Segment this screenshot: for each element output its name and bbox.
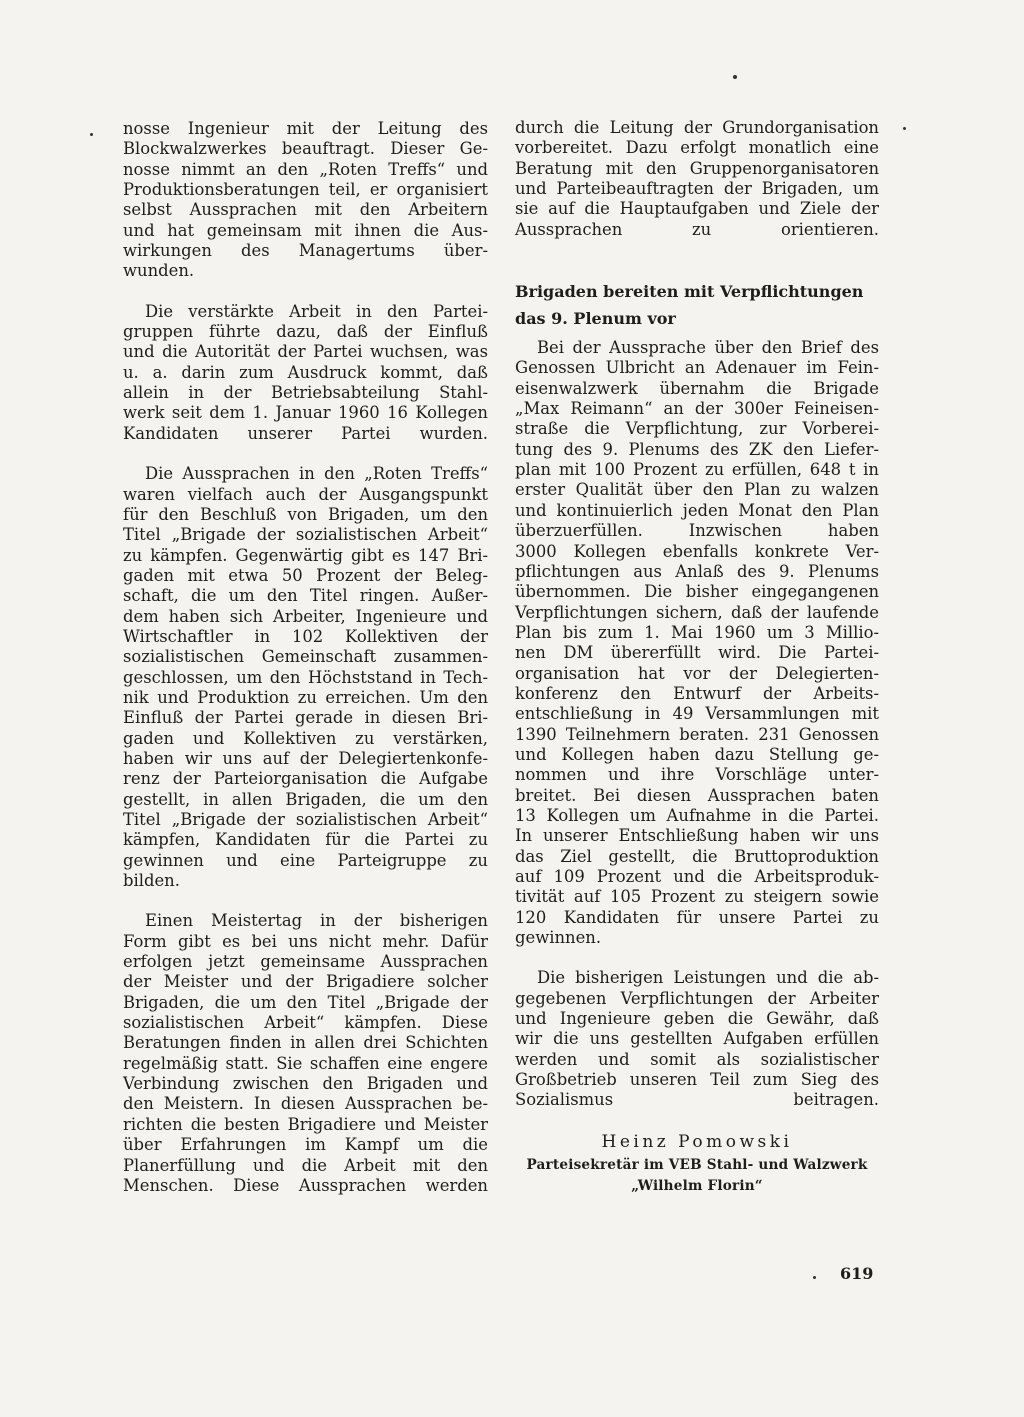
- text-line: Einen Meistertag in der bisherigen: [145, 911, 488, 931]
- signature-block: [515, 1129, 879, 1197]
- text-line: „Max Reimann“ an der 300er Feineisen-: [515, 399, 879, 419]
- text-line: den Meistern. In diesen Aussprachen be-: [123, 1094, 488, 1114]
- text-line: werden und somit als sozialistischer: [515, 1049, 879, 1069]
- text-line: Kandidaten unserer Partei wurden.: [123, 423, 488, 443]
- paragraph-right-3: [515, 968, 879, 1110]
- text-line: schaft, die um den Titel ringen. Außer-: [123, 586, 488, 606]
- text-line: 120 Kandidaten für unsere Partei zu: [515, 907, 879, 927]
- text-line: gegebenen Verpflichtungen der Arbeiter: [515, 988, 879, 1008]
- text-line: 1390 Teilnehmern beraten. 231 Genossen: [515, 724, 879, 744]
- text-line: Die bisherigen Leistungen und die ab-: [537, 968, 879, 988]
- text-line: kämpfen, Kandidaten für die Partei zu: [123, 830, 488, 850]
- text-line: nosse nimmt an den „Roten Treffs“ und: [123, 159, 488, 179]
- print-speck: [90, 133, 93, 136]
- print-speck: [733, 75, 737, 79]
- text-line: gewinnen und eine Parteigruppe zu: [123, 850, 488, 870]
- text-line: Verpflichtungen sichern, daß der laufende: [515, 602, 879, 622]
- text-line: straße die Verpflichtung, zur Vorberei-: [515, 419, 879, 439]
- text-line: bilden.: [123, 871, 180, 891]
- text-line: dem haben sich Arbeiter, Ingenieure und: [123, 606, 488, 626]
- text-line: sozialistischen Gemeinschaft zusammen-: [123, 647, 488, 667]
- text-line: Brigaden, die um den Titel „Brigade der: [123, 992, 488, 1012]
- paragraph-left-4: [123, 911, 488, 1196]
- text-line: und hat gemeinsam mit ihnen die Aus-: [123, 220, 488, 240]
- text-line: waren vielfach auch der Ausgangspunkt: [123, 484, 488, 504]
- text-line: wirkungen des Managertums über-: [123, 241, 488, 261]
- print-speck: [813, 1276, 816, 1279]
- text-line: der Meister und der Brigadiere solcher: [123, 972, 488, 992]
- paragraph-left-1: [123, 119, 488, 282]
- text-line: und Parteibeauftragten der Brigaden, um: [515, 179, 879, 199]
- text-line: über Erfahrungen im Kampf um die: [123, 1135, 488, 1155]
- text-line: wir die uns gestellten Aufgaben erfüllen: [515, 1029, 879, 1049]
- text-line: nommen und ihre Vorschläge unter-: [515, 765, 879, 785]
- text-line: erfolgen jetzt gemeinsame Aussprachen: [123, 952, 488, 972]
- print-speck: [903, 127, 906, 130]
- text-line: nik und Produktion zu erreichen. Um den: [123, 687, 488, 707]
- text-line: durch die Leitung der Grundorganisation: [515, 118, 879, 137]
- text-line: das Ziel gestellt, die Bruttoproduktion: [515, 846, 879, 866]
- text-line: Titel „Brigade der sozialistischen Arbeit“: [123, 525, 488, 545]
- text-line: zu kämpfen. Gegenwärtig gibt es 147 Bri-: [123, 545, 488, 565]
- paragraph-right-1: [515, 118, 879, 240]
- text-line: haben wir uns auf der Delegiertenkonfe-: [123, 748, 488, 768]
- heading-line: Brigaden bereiten mit Verpflichtungen: [515, 282, 864, 302]
- text-line: Titel „Brigade der sozialistischen Arbeit“: [123, 810, 488, 829]
- text-line: Genossen Ulbricht an Adenauer im Fein-: [515, 358, 879, 378]
- text-line: entschließung in 49 Versammlungen mit: [515, 704, 879, 724]
- text-line: und kontinuierlich jeden Monat den Plan: [515, 500, 879, 520]
- text-line: geschlossen, um den Höchststand in Tech-: [123, 667, 488, 687]
- text-line: Verbindung zwischen den Brigaden und: [123, 1074, 488, 1094]
- text-line: eisenwalzwerk übernahm die Brigade: [515, 378, 879, 398]
- text-line: Blockwalzwerkes beauftragt. Dieser Ge-: [123, 139, 488, 159]
- text-line: gruppen führte dazu, daß der Einfluß: [123, 322, 488, 342]
- text-line: tung des 9. Plenums des ZK den Liefer-: [515, 439, 879, 459]
- text-line: Aussprachen zu orientieren.: [515, 219, 879, 239]
- text-line: allein in der Betriebsabteilung Stahl-: [123, 383, 488, 403]
- text-line: tivität auf 105 Prozent zu steigern sowie: [515, 887, 879, 907]
- author-title-line1: Parteisekretär im VEB Stahl- und Walzwerk: [526, 1156, 868, 1173]
- text-line: Planerfüllung und die Arbeit mit den: [123, 1155, 488, 1175]
- page-number: 619: [840, 1264, 874, 1283]
- text-line: Wirtschaftler in 102 Kollektiven der: [123, 626, 488, 646]
- text-line: sie auf die Hauptaufgaben und Ziele der: [515, 199, 879, 219]
- left-column: [123, 119, 488, 1196]
- paragraph-left-3: [123, 464, 488, 891]
- text-line: gaden und Kollektiven zu verstärken,: [123, 728, 488, 748]
- section-heading: [515, 278, 879, 332]
- text-line: und Ingenieure geben die Gewähr, daß: [515, 1009, 879, 1029]
- text-line: gaden mit etwa 50 Prozent der Beleg-: [123, 565, 488, 585]
- text-line: richten die besten Brigadiere und Meister: [123, 1114, 488, 1134]
- text-line: für den Beschluß von Brigaden, um den: [123, 504, 488, 524]
- text-line: 13 Kollegen um Aufnahme in die Partei.: [515, 805, 879, 825]
- text-line: sozialistischen Arbeit“ kämpfen. Diese: [123, 1013, 488, 1033]
- text-line: Produktionsberatungen teil, er organisiert: [123, 180, 488, 200]
- text-line: und die Autorität der Partei wuchsen, was: [123, 342, 488, 362]
- text-line: erster Qualität über den Plan zu walzen: [515, 480, 879, 500]
- text-line: pflichtungen aus Anlaß des 9. Plenums: [515, 561, 879, 581]
- text-line: Menschen. Diese Aussprachen werden: [123, 1175, 488, 1195]
- text-line: gewinnen.: [515, 928, 602, 948]
- text-line: konferenz den Entwurf der Arbeits-: [515, 683, 879, 703]
- text-line: regelmäßig statt. Sie schaffen eine engere: [123, 1053, 488, 1073]
- text-line: Beratungen finden in allen drei Schichten: [123, 1033, 488, 1053]
- text-line: Die verstärkte Arbeit in den Partei-: [145, 301, 488, 321]
- text-line: breitet. Bei diesen Aussprachen baten: [515, 785, 879, 805]
- text-line: Beratung mit den Gruppenorganisatoren: [515, 158, 879, 178]
- paragraph-left-2: [123, 302, 488, 444]
- text-line: und Kollegen haben dazu Stellung ge-: [515, 744, 879, 764]
- text-line: Die Aussprachen in den „Roten Treffs“: [145, 464, 488, 484]
- heading-line: das 9. Plenum vor: [515, 309, 676, 329]
- text-line: Plan bis zum 1. Mai 1960 um 3 Millio-: [515, 622, 879, 642]
- text-line: organisation hat vor der Delegierten-: [515, 663, 879, 683]
- right-column: [515, 118, 879, 1197]
- author-title-line2: „Wilhelm Florin“: [631, 1177, 763, 1194]
- text-line: wunden.: [123, 261, 195, 281]
- text-line: Großbetrieb unseren Teil zum Sieg des: [515, 1070, 879, 1090]
- text-line: nen DM übererfüllt wird. Die Partei-: [515, 643, 879, 663]
- text-line: u. a. darin zum Ausdruck kommt, daß: [123, 362, 488, 382]
- text-line: übernommen. Die bisher eingegangenen: [515, 582, 879, 602]
- text-line: selbst Aussprachen mit den Arbeitern: [123, 200, 488, 220]
- text-line: Bei der Aussprache über den Brief des: [537, 338, 879, 358]
- text-line: renz der Parteiorganisation die Aufgabe: [123, 769, 488, 789]
- text-line: nosse Ingenieur mit der Leitung des: [123, 119, 488, 138]
- paragraph-right-2: [515, 338, 879, 948]
- text-line: 3000 Kollegen ebenfalls konkrete Ver-: [515, 541, 879, 561]
- text-line: Form gibt es bei uns nicht mehr. Dafür: [123, 931, 488, 951]
- text-line: vorbereitet. Dazu erfolgt monatlich eine: [515, 138, 879, 158]
- text-line: gestellt, in allen Brigaden, die um den: [123, 789, 488, 809]
- text-line: auf 109 Prozent und die Arbeitsproduk-: [515, 867, 879, 886]
- text-line: In unserer Entschließung haben wir uns: [515, 826, 879, 846]
- text-line: plan mit 100 Prozent zu erfüllen, 648 t in: [515, 460, 879, 480]
- text-line: überzuerfüllen. Inzwischen haben: [515, 521, 879, 541]
- author-name: Heinz Pomowski: [601, 1131, 793, 1152]
- text-line: werk seit dem 1. Januar 1960 16 Kollegen: [123, 403, 488, 423]
- text-line: Einfluß der Partei gerade in diesen Bri-: [123, 708, 488, 728]
- text-line: Sozialismus beitragen.: [515, 1090, 879, 1110]
